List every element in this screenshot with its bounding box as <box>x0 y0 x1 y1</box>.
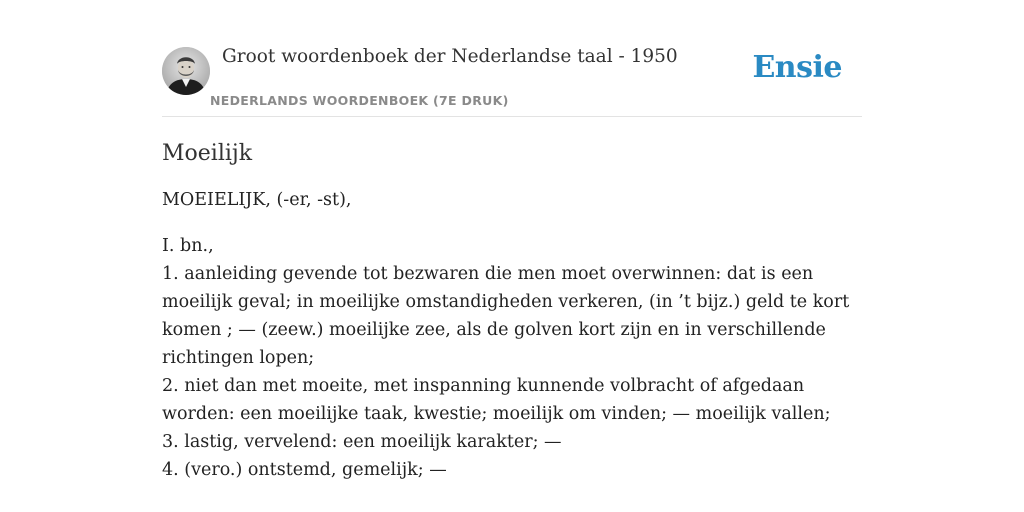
definition-line: 4. (vero.) ontstemd, gemelijk; — <box>162 460 447 480</box>
brand-logo-link[interactable]: Ensie <box>752 50 842 85</box>
portrait-icon <box>162 47 210 95</box>
entry-headword: Moeilijk <box>162 141 253 166</box>
portrait-avatar[interactable] <box>162 47 210 95</box>
entry-content <box>162 138 862 484</box>
entry-definition <box>162 232 862 484</box>
definition-line: 3. lastig, vervelend: een moeilijk karakter; — <box>162 432 562 452</box>
definition-line: I. bn., <box>162 236 214 256</box>
entry-lemma: MOEIELIJK, (-er, -st), <box>162 190 352 210</box>
source-header <box>162 44 862 117</box>
source-subtitle[interactable]: NEDERLANDS WOORDENBOEK (7E DRUK) <box>210 93 509 108</box>
source-title[interactable]: Groot woordenboek der Nederlandse taal - 1950 <box>222 46 678 67</box>
definition-line: 1. aanleiding gevende tot bezwaren die men moet overwinnen: dat is een moeilijk geval; in moeilijke omstandigheden verkeren, (in ’t bijz.) geld te kort komen ; — (zeew.) moeilijke zee, als de golven kort zijn en in verschillende richtingen lopen; <box>162 264 850 368</box>
definition-line: 2. niet dan met moeite, met inspanning kunnende volbracht of afgedaan worden: een moeilijke taak, kwestie; moeilijk om vinden; — moeilijk vallen; <box>162 376 831 424</box>
